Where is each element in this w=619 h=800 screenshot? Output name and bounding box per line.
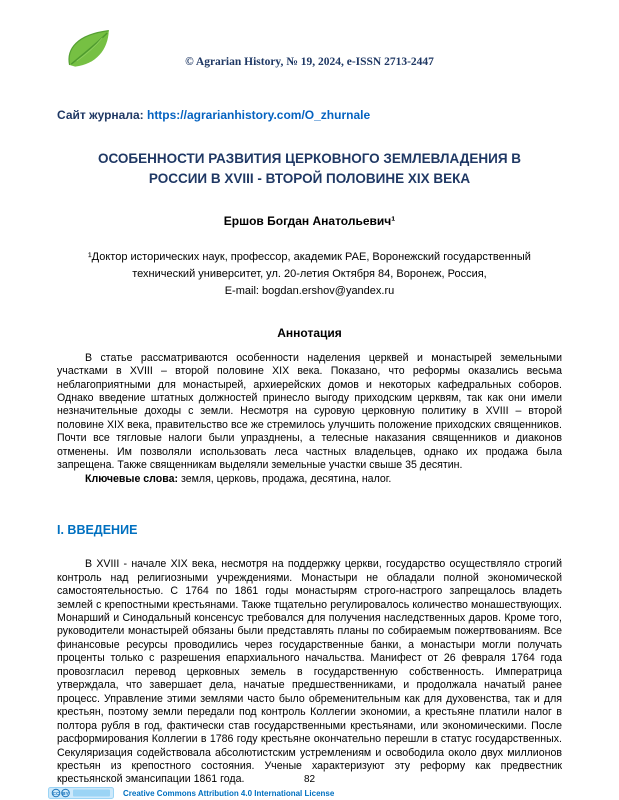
svg-text:BY: BY (62, 790, 69, 796)
introduction-heading: I. ВВЕДЕНИЕ (57, 523, 138, 538)
author-email: E-mail: bogdan.ershov@yandex.ru (224, 284, 395, 297)
svg-text:CC: CC (52, 790, 60, 796)
introduction-paragraph: В XVIII - начале XIX века, несмотря на поддержку церкви, государство осуществляло строгий контроль над религиозными учреждениями. Монастыри не обладали полной экономической самостоятельностью. С 1764 по 1861 годы монастырям строго-настрого запрещалось владеть землей с крепостными крестьянами. Также тщательно регулировалось количество монашествующих. Монарший и Синодальный консенсус требовался для получения наследственных даров. Кроме того, руководители монастырей обязаны были представлять планы по собираемым пожертвованиям. Все финансовые ресурсы проводились через государственные банки, а монастыри могли получать проценты только с разрешения епархиального начальства. Манифест от 26 февраля 1764 года провозгласил перевод церковных земель в государственную собственность. Императрица утверждала, что завершает дела, начатые предшественниками, и продолжала начатый ранее процесс. Управление этими землями часто было обременительным как для духовенства, так и для крестьян, поэтому земли передали под контроль Коллегии экономии, а крестьяне платили налог в полтора рубля в год, фактически став государственными крестьянами, или экономическими. После расформирования Коллегии в 1786 году крестьяне окончательно перешли в статус государственных. Секуляризация содействовала абсолютистским устремлениям и освободила около двух миллионов крестьян из крепостного состояния. Ученые характеризуют эту реформу как предвестник крестьянской эмансипации 1861 года. (57, 558, 562, 786)
journal-leaf-logo (64, 28, 112, 70)
license-link[interactable]: Creative Commons Attribution 4.0 International License (123, 788, 335, 798)
keywords-line (57, 473, 562, 486)
abstract-heading: Аннотация (277, 325, 342, 340)
journal-site-link[interactable]: https://agrarianhistory.com/O_zhurnale (146, 108, 371, 122)
article-title: ОСОБЕННОСТИ РАЗВИТИЯ ЦЕРКОВНОГО ЗЕМЛЕВЛАДЕНИЯ В РОССИИ В XVIII - ВТОРОЙ ПОЛОВИНЕ XIX ВЕКА (97, 151, 522, 187)
article-author: Ершов Богдан Анатольевич¹ (223, 213, 396, 228)
abstract-text: В статье рассматриваются особенности наделения церквей и монастырей земельными участками в XVIII – второй половине XIX века. Показано, что реформы оказались весьма неблагоприятными для монастырей, архиерейских домов и некоторых кафедральных соборов. Однако введение штатных должностей принесло выгоду приходским церквям, так как они имели незначительные доходы с земли. Несмотря на суровую церковную политику в XVIII – второй половине XIX века, правительство все же стремилось улучшить положение приходских священников. Почти все тягловые налоги были упразднены, а телесные наказания священников и диаконов отменены. Им позволяли использовать леса частных владельцев, однако их продажа была запрещена. Также священникам выделяли земельные участки свыше 35 десятин. (57, 351, 562, 472)
creative-commons-logo (48, 787, 114, 799)
keywords-label: Ключевые слова: (85, 472, 181, 485)
keywords-text: земля, церковь, продажа, десятина, налог. (180, 472, 392, 485)
journal-site-line (57, 108, 562, 122)
author-affiliation: ¹Доктор исторических наук, профессор, академик РАЕ, Воронежский государственный технический университет, ул. 20-летия Октября 84, Воронеж, Россия, (88, 250, 531, 280)
journal-header-line: © Agrarian History, № 19, 2024, e-ISSN 2713-2447 (185, 56, 434, 68)
license-row (48, 787, 334, 799)
page-number: 82 (303, 774, 316, 785)
site-label: Сайт журнала: (57, 108, 147, 122)
